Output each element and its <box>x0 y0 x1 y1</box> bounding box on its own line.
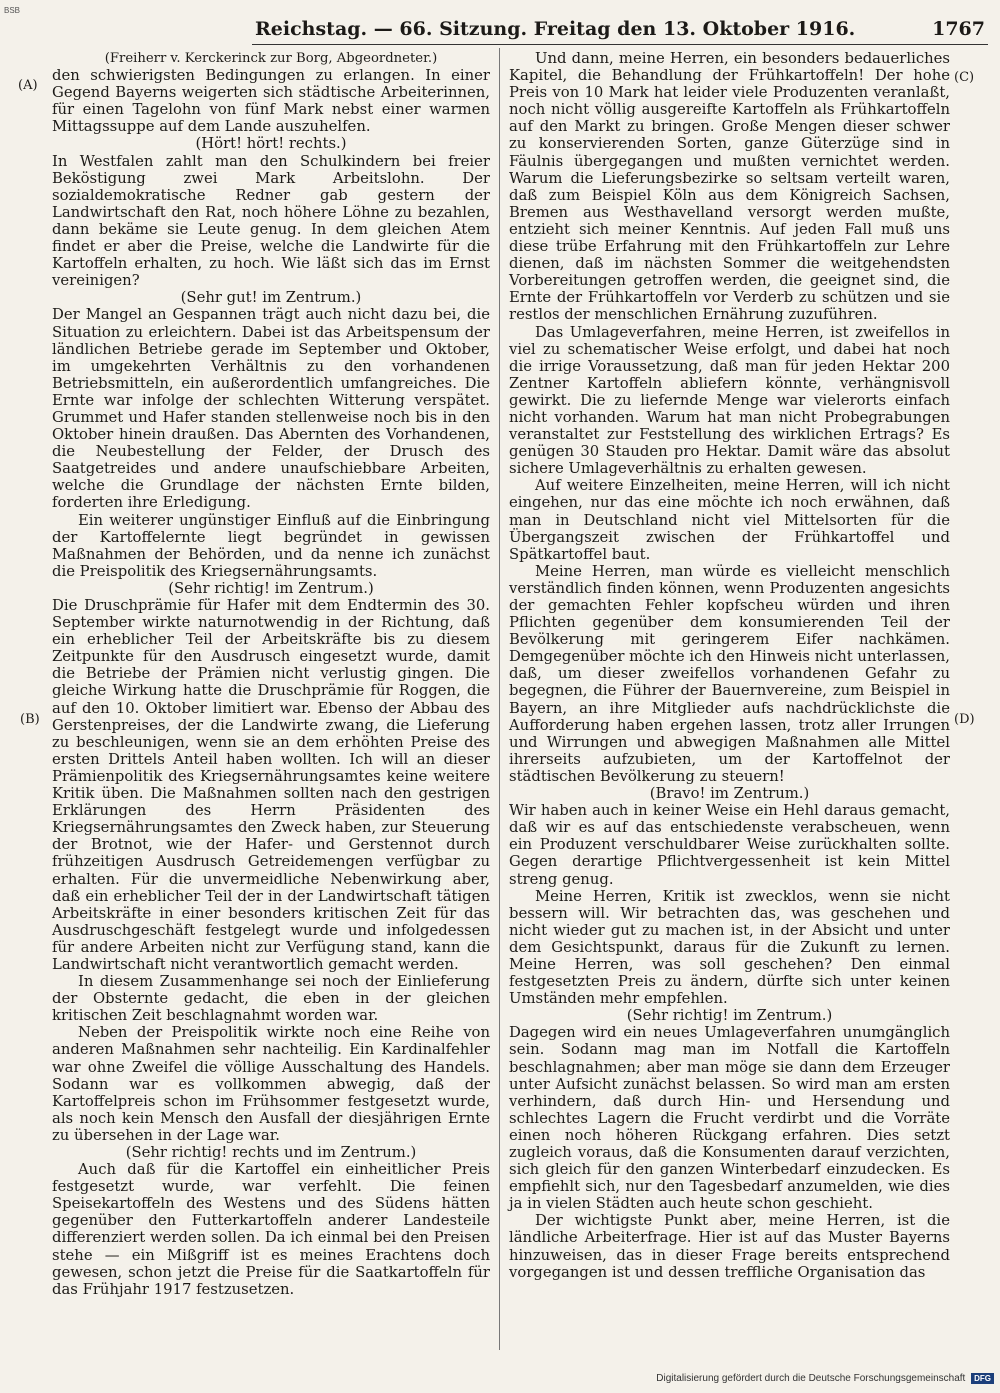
paragraph: Meine Herren, man würde es vielleicht menschlich verständlich finden können, wenn Produzenten angesichts der gemachten Fehler kopfscheu würden und ihren Pflichten gegenüber dem konsumierenden Teil der Bevölkerung mit geringerem Eifer nachkämen. Demgegenüber möchte ich den Hinweis nicht unterlassen, daß, um dieser zweifellos vorhandenen Gefahr zu begegnen, die Führer der Bauernvereine, zum Beispiel in Bayern, an ihre Mitglieder aufs nachdrücklichste die Aufforderung haben ergehen lassen, trotz aller Irrungen und Wirrungen und abwegigen Maßnahmen alle Mittel ihrerseits aufzubieten, um der Kartoffelnot der städtischen Bevölkerung zu steuern! <box>509 562 950 785</box>
margin-mark-a: (A) <box>18 78 38 93</box>
speaker-line: (Freiherr v. Kerckerinck zur Borg, Abgeordneter.) <box>104 51 438 66</box>
interjection: (Sehr richtig! rechts und im Zentrum.) <box>125 1144 417 1161</box>
margin-mark-d: (D) <box>954 712 975 727</box>
paragraph: Dagegen wird ein neues Umlageverfahren unumgänglich sein. Sodann mag man im Notfall die Kartoffeln beschlagnahmen; aber man möge sie dann dem Erzeuger unter Aufsicht zunächst belassen. So wird man am ersten verhindern, daß durch Hin- und Hersendung und schlechtes Lagern die Frucht verdirbt und die Vorräte einen noch höheren Rückgang erfahren. Dies setzt zugleich voraus, daß die Konsumenten darauf verzichten, sich gleich für den ganzen Winterbedarf einzudecken. Es empfiehlt sich, nur den Tagesbedarf anzumelden, wie dies ja in vielen Städten auch heute schon geschieht. <box>509 1024 950 1213</box>
interjection: (Hört! hört! rechts.) <box>195 135 347 153</box>
margin-mark-b: (B) <box>20 712 40 727</box>
paragraph: In diesem Zusammenhange sei noch der Einlieferung der Obsternte gedacht, die eben in der gleichen kritischen Zeit beschlagnahmt worden war. <box>52 973 490 1025</box>
paragraph: Meine Herren, Kritik ist zwecklos, wenn sie nicht bessern will. Wir betrachten das, was geschehen und nicht wieder gut zu machen ist, in der Absicht und unter dem Gesichtspunkt, daraus für die Zukunft zu lernen. Meine Herren, was soll geschehen? Den einmal festgesetzten Preis zu ändern, dürfte sich unter keinen Umständen mehr empfehlen. <box>509 887 950 1008</box>
footer <box>656 1373 994 1384</box>
paragraph: Das Umlageverfahren, meine Herren, ist zweifellos in viel zu schematischer Weise erfolgt, und dabei hat noch die irrige Voraussetzung, daß man für jeden Hektar 200 Zentner Kartoffeln abliefern könnte, verhängnisvoll gewirkt. Die zu liefernde Menge war vielerorts einfach nicht vorhanden. Warum hat man nicht Probegrabungen veranstaltet zur Feststellung des wirklichen Ertrags? Es genügen 30 Stauden pro Hektar. Damit wäre das absolut sichere Umlageverhältnis zu erhalten gewesen. <box>509 323 950 478</box>
paragraph: Der wichtigste Punkt aber, meine Herren, ist die ländliche Arbeiterfrage. Hier ist auf das Muster Bayerns hinzuweisen, das in dieser Frage bereits entsprechend vorgegangen ist und dessen treffliche Organisation das <box>509 1212 950 1281</box>
paragraph: In Westfalen zahlt man den Schulkindern bei freier Beköstigung zwei Mark Arbeitslohn. Der sozialdemokratische Redner gab gestern der Landwirtschaft den Rat, noch höhere Löhne zu bezahlen, dann bekäme sie Leute genug. In dem gleichen Atem findet er aber die Preise, welche die Landwirte für die Kartoffeln erhalten, zu hoch. Wie läßt sich das im Ernst vereinigen? <box>52 152 490 290</box>
header-title: Reichstag. — 66. Sitzung. Freitag den 13. Oktober 1916. <box>255 18 856 40</box>
paragraph: Auch daß für die Kartoffel ein einheitlicher Preis festgesetzt wurde, war verfehlt. Die feinen Speisekartoffeln des Westens und des Südens hätten gegenüber den Futterkartoffeln anderer Landesteile differenziert werden sollen. Da ich einmal bei den Preisen stehe — ein Mißgriff ist es meines Erachtens doch gewesen, schon jetzt die Preise für die Saatkartoffeln für das Frühjahr 1917 festzusetzen. <box>52 1161 490 1298</box>
interjection: (Sehr richtig! im Zentrum.) <box>626 1007 833 1025</box>
paragraph: Neben der Preispolitik wirkte noch eine Reihe von anderen Maßnahmen sehr nachteilig. Ein Kardinalfehler war ohne Zweifel die völlige Ausschaltung des Handels. Sodann war es vollkommen abwegig, daß der Kartoffelpreis schon im Frühsommer festgesetzt wurde, als noch kein Mensch den Ausfall der diesjährigen Ernte zu übersehen in der Lage war. <box>52 1024 490 1144</box>
paragraph: Die Druschprämie für Hafer mit dem Endtermin des 30. September wirkte naturnotwendig in der Richtung, daß ein erheblicher Teil der Arbeitskräfte bis zu diesem Zeitpunkte für den Ausdrusch eingesetzt wurde, damit die Betriebe der Prämien nicht verlustig gingen. Die gleiche Wirkung hatte die Druschprämie für Roggen, die auf den 10. Oktober limitiert war. Ebenso der Abbau des Gerstenpreises, der die Landwirte zwang, die Lieferung zu beschleunigen, wenn sie an dem erhöhten Preise des ersten Drittels Anteil haben wollten. Ich will an dieser Prämienpolitik des Kriegsernährungsamtes keine weitere Kritik üben. Die Maßnahmen sollten nach den gestrigen Erklärungen des Herrn Präsidenten des Kriegsernährungsamtes den Zweck haben, zur Steuerung der Brotnot, wie der Hafer- und Gerstennot durch frühzeitigen Ausdrusch Getreidemengen verfügbar zu erhalten. Für die unvermeidliche Nebenwirkung aber, daß ein erheblicher Teil der in der Landwirtschaft tätigen Arbeitskräfte in einer besonders kritischen Zeit für das Ausdruschgeschäft festgelegt wurde und infolgedessen für andere Arbeiten nicht zur Verfügung stand, kann die Landwirtschaft nicht verantwortlich gemacht werden. <box>52 597 490 973</box>
margin-mark-c: (C) <box>954 70 975 85</box>
interjection: (Bravo! im Zentrum.) <box>649 785 810 803</box>
interjection: (Sehr richtig! im Zentrum.) <box>168 579 374 597</box>
interjection: (Sehr gut! im Zentrum.) <box>180 289 362 307</box>
paragraph: Ein weiterer ungünstiger Einfluß auf die Einbringung der Kartoffelernte liegt begründet in gewissen Maßnahmen der Behörden, und da nenne ich zunächst die Preispolitik des Kriegsernährungsamts. <box>52 511 490 580</box>
footer-text: Digitalisierung gefördert durch die Deutsche Forschungsgemeinschaft <box>656 1373 966 1385</box>
paragraph: Der Mangel an Gespannen trägt auch nicht dazu bei, die Situation zu erleichtern. Dabei ist das Arbeitspensum der ländlichen Betriebe gerade im September und Oktober, im umgekehrten Verhältnis zu den vorhandenen Betriebsmitteln, ein außerordentlich umfangreiches. Die Ernte war infolge der schlechten Witterung verspätet. Grummet und Hafer standen stellenweise noch bis in den Oktober hinein draußen. Das Abernten des Vorhandenen, die Neubestellung der Felder, der Drusch des Saatgetreides und andere unaufschiebbare Arbeiten, welche die Grundlage der nächsten Ernte bilden, forderten ihre Erledigung. <box>52 306 490 512</box>
page-header <box>255 18 985 44</box>
library-mark: BSB <box>4 6 21 15</box>
right-column <box>509 50 950 1281</box>
left-column <box>52 50 490 1298</box>
header-rule <box>252 44 988 45</box>
column-divider <box>499 48 500 1350</box>
paragraph: Und dann, meine Herren, ein besonders bedauerliches Kapitel, die Behandlung der Frühkartoffeln! Der hohe Preis von 10 Mark hat leider viele Produzenten veranlaßt, noch nicht völlig ausgereifte Kartoffeln als Frühkartoffeln auf den Markt zu bringen. Große Mengen dieser schwer zu konservierenden Sorten, ganze Güterzüge sind in Fäulnis übergegangen und mußten vernichtet werden. Warum die Lieferungsbezirke so seltsam verteilt waren, daß zum Beispiel Köln aus dem Königreich Sachsen, Bremen aus Westhavelland versorgt werden mußte, entzieht sich meiner Kenntnis. Auf jeden Fall muß uns diese trübe Erfahrung mit den Frühkartoffeln zur Lehre dienen, daß im nächsten Sommer die weitgehendsten Vorbereitungen getroffen werden, die geeignet sind, die Ernte der Frühkartoffeln vor Verderb zu schützen und sie restlos der menschlichen Ernährung zuzuführen. <box>509 50 950 324</box>
dfg-logo: DFG <box>971 1373 994 1384</box>
paragraph: den schwierigsten Bedingungen zu erlangen. In einer Gegend Bayerns weigerten sich städtische Arbeiterinnen, für einen Tagelohn von fünf Mark nebst einer warmen Mittagssuppe auf dem Lande auszuhelfen. <box>52 67 490 136</box>
paragraph: Auf weitere Einzelheiten, meine Herren, will ich nicht eingehen, nur das eine möchte ich noch erwähnen, daß man in Deutschland nicht viel Mittelsorten für die Übergangszeit zwischen der Frühkartoffel und Spätkartoffel baut. <box>509 477 950 563</box>
paragraph: Wir haben auch in keiner Weise ein Hehl daraus gemacht, daß wir es auf das entschiedenste verabscheuen, wenn ein Produzent verschuldbarer Weise zurückhalten sollte. Gegen derartige Pflichtvergessenheit ist kein Mittel streng genug. <box>509 802 950 888</box>
page-number: 1767 <box>932 18 985 40</box>
